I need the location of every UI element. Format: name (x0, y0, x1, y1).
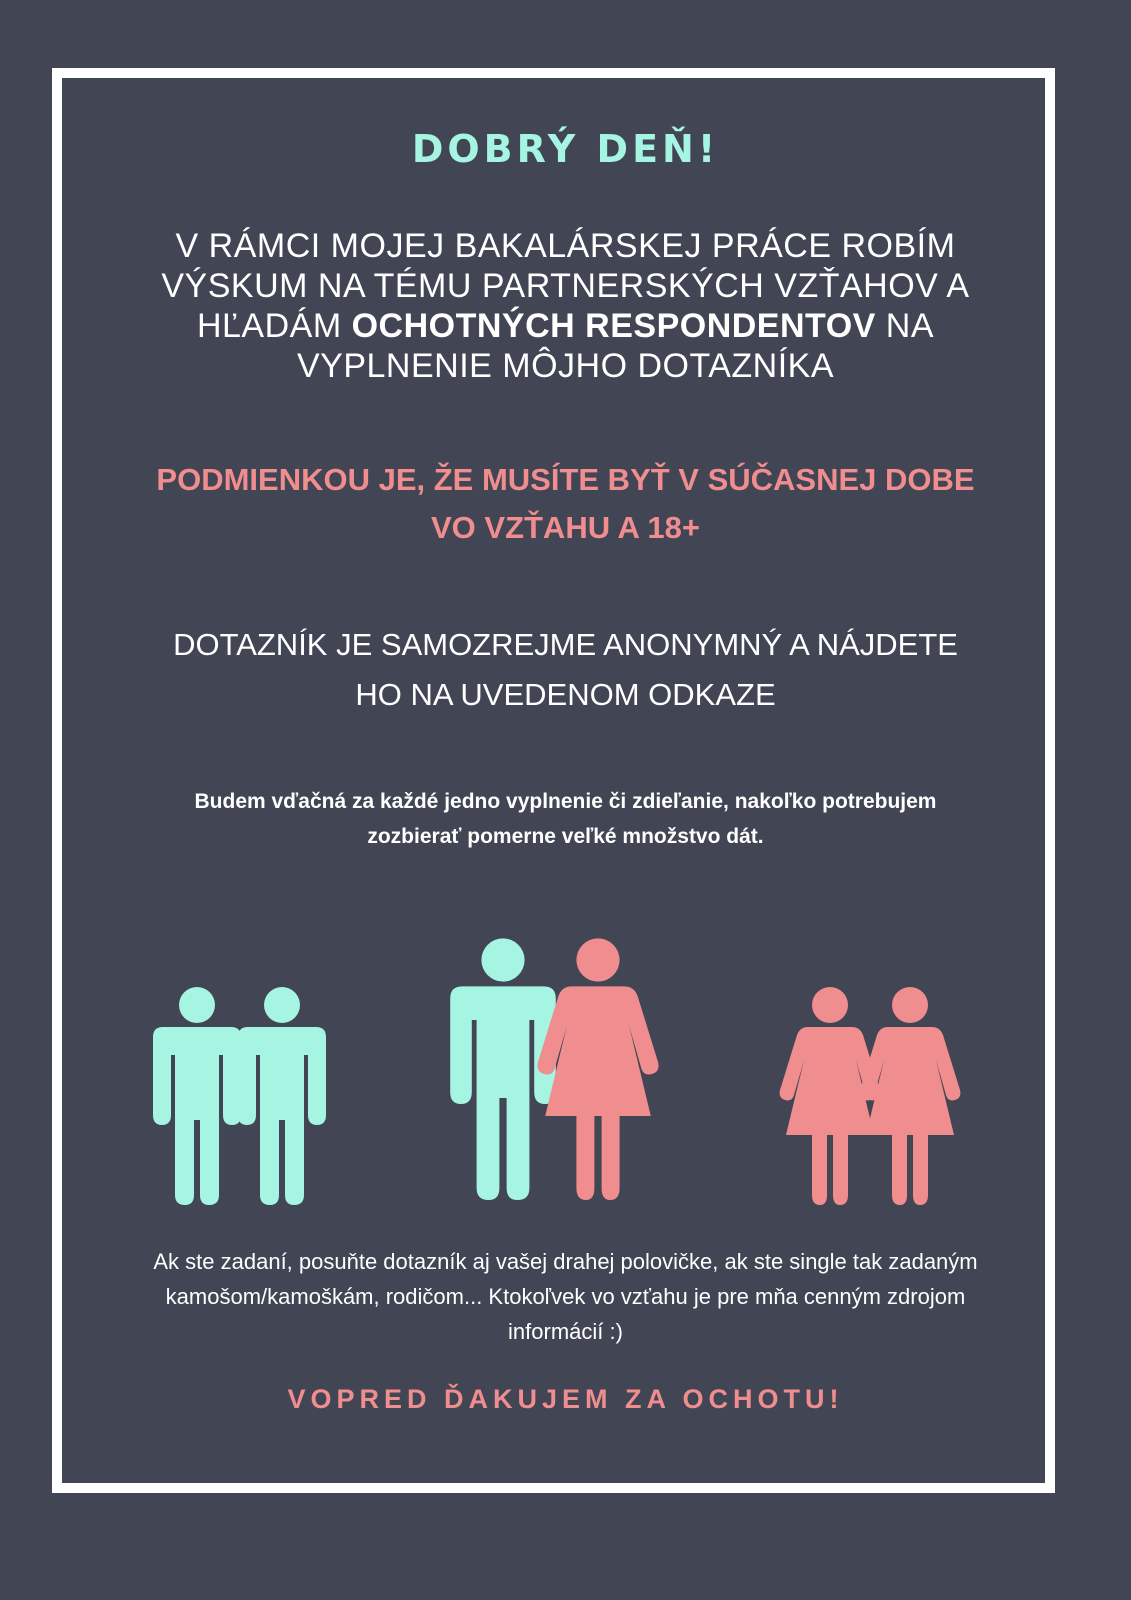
male-male-couple-icon (153, 987, 326, 1205)
intro-line: VÝSKUM NA TÉMU PARTNERSKÝCH VZŤAHOV A (161, 267, 970, 305)
intro-text-part: NA (875, 307, 935, 345)
greeting-heading: DOBRÝ DEŇ! (411, 127, 720, 171)
anonymity-line: HO NA UVEDENOM ODKAZE (355, 677, 776, 712)
anonymity-text (60, 620, 1071, 720)
couples-illustration (0, 920, 1131, 1220)
footer-note (60, 1244, 1071, 1349)
gratitude-line: Budem vďačná za každé jedno vyplnenie či zdieľanie, nakoľko potrebujem (194, 790, 937, 813)
condition-line: VO VZŤAHU A 18+ (430, 510, 700, 545)
anonymity-line: DOTAZNÍK JE SAMOZREJME ANONYMNÝ A NÁJDETE (173, 627, 958, 662)
footer-note-line: informácií :) (508, 1319, 623, 1344)
closing-thanks: VOPRED ĎAKUJEM ZA OCHOTU! (287, 1384, 844, 1414)
condition-text (60, 456, 1071, 552)
intro-line: VYPLNENIE MÔJHO DOTAZNÍKA (296, 347, 835, 385)
footer-note-line: Ak ste zadaní, posuňte dotazník aj vašej drahej polovičke, ak ste single tak zadaným (153, 1249, 978, 1274)
condition-line: PODMIENKOU JE, ŽE MUSÍTE BYŤ V SÚČASNEJ DOBE (156, 462, 975, 497)
gratitude-line: zozbierať pomerne veľké množstvo dát. (367, 825, 764, 848)
footer-note-line: kamošom/kamoškám, rodičom... Ktokoľvek vo vzťahu je pre mňa cenným zdrojom (165, 1284, 966, 1309)
intro-text-part: HĽADÁM (196, 307, 352, 345)
gratitude-text (60, 784, 1071, 854)
intro-text (60, 226, 1071, 386)
male-female-couple-icon (450, 938, 658, 1200)
female-female-couple-icon (780, 987, 961, 1205)
intro-line (60, 306, 1071, 346)
intro-bold-respondents: OCHOTNÝCH RESPONDENTOV (351, 307, 876, 345)
intro-line: V RÁMCI MOJEJ BAKALÁRSKEJ PRÁCE ROBÍM (175, 227, 956, 265)
